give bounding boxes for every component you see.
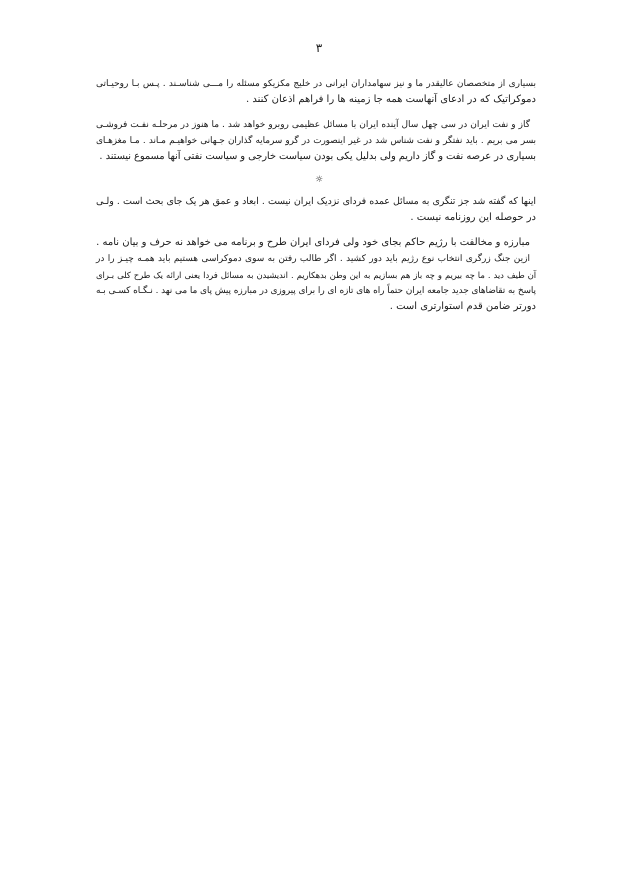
paragraph-line: گاز و نفت ایران در سی چهل سال آینده ایران با مسائل عظیمی روبرو خواهد شد . ما هنوز در مرحلـه نفـت فروشـی xyxy=(96,120,530,130)
paragraph-gas-and-oil xyxy=(96,117,536,165)
paragraph-line: بسیاری از متخصصان عالیقدر ما و نیز سهامداران ایرانی در خلیج مکزیکو مسئله را مـــی شناسـند . پـس بـا روحیـاتی xyxy=(96,79,536,89)
paragraph-line: مبارزه و مخالفت با رژیم حاکم بجای خود ولی فردای ایران طرح و برنامه می خواهد نه حرف و بیان نامه . xyxy=(96,237,530,248)
page-number: ۳ xyxy=(315,41,323,55)
paragraph-line: آن طیف دید . ما چه بیریم و چه باز هم بسازیم به این وطن بدهکاریم . اندیشیدن به مسائل فردا یعنی ارائه یک طرح کلی بـرای xyxy=(96,270,536,280)
paragraph-democracy xyxy=(96,251,536,315)
paragraph-line: بسیاری در عرصه نفت و گاز داریم ولی بدلیل یکی بودن سیاست خارجی و سیاست نفتی آنها مسموع نیستند . xyxy=(99,151,536,162)
paragraph-line: در حوصله این روزنامه نیست . xyxy=(410,212,536,223)
paragraph-line: بسر می بریم . باید نفتگر و نفت شناس شد در غیر اینصورت در گرو سرمایه گذاران جـهانی خواهیـم مـاند . مـا مغزهـای xyxy=(96,136,536,146)
paragraph-line: دموکراتیک که در ادعای آنهاست همه جا زمینه ها را فراهم اذعان کنند . xyxy=(246,94,536,105)
paragraph-oil-experts xyxy=(96,76,536,108)
paragraph-line: پاسخ به تقاضاهای جدید جامعه ایران حتماً راه های تازه ای را برای پیروزی در مبارزه پیش پای ما می نهد . نـگـاه کسـی بـه xyxy=(96,286,536,296)
paragraph-line: اینها که گفته شد جز تنگری به مسائل عمده فردای نزدیک ایران نیست . ابعاد و عمق هر یک جای بحث است . ولـی xyxy=(96,196,536,207)
paragraph-struggle-and-plan xyxy=(96,235,536,251)
paragraph-issues-ahead xyxy=(96,194,536,226)
paragraph-line: ازین جنگ زرگری انتخاب نوع رژیم باید دور کشید . اگر طالب رفتن به سوی دموکراسی هستیم باید همـه چیـز را در xyxy=(96,254,530,264)
section-separator-ornament: ☼ xyxy=(314,175,324,185)
paragraph-line: دورتر ضامن قدم استوارتری است . xyxy=(389,301,536,312)
